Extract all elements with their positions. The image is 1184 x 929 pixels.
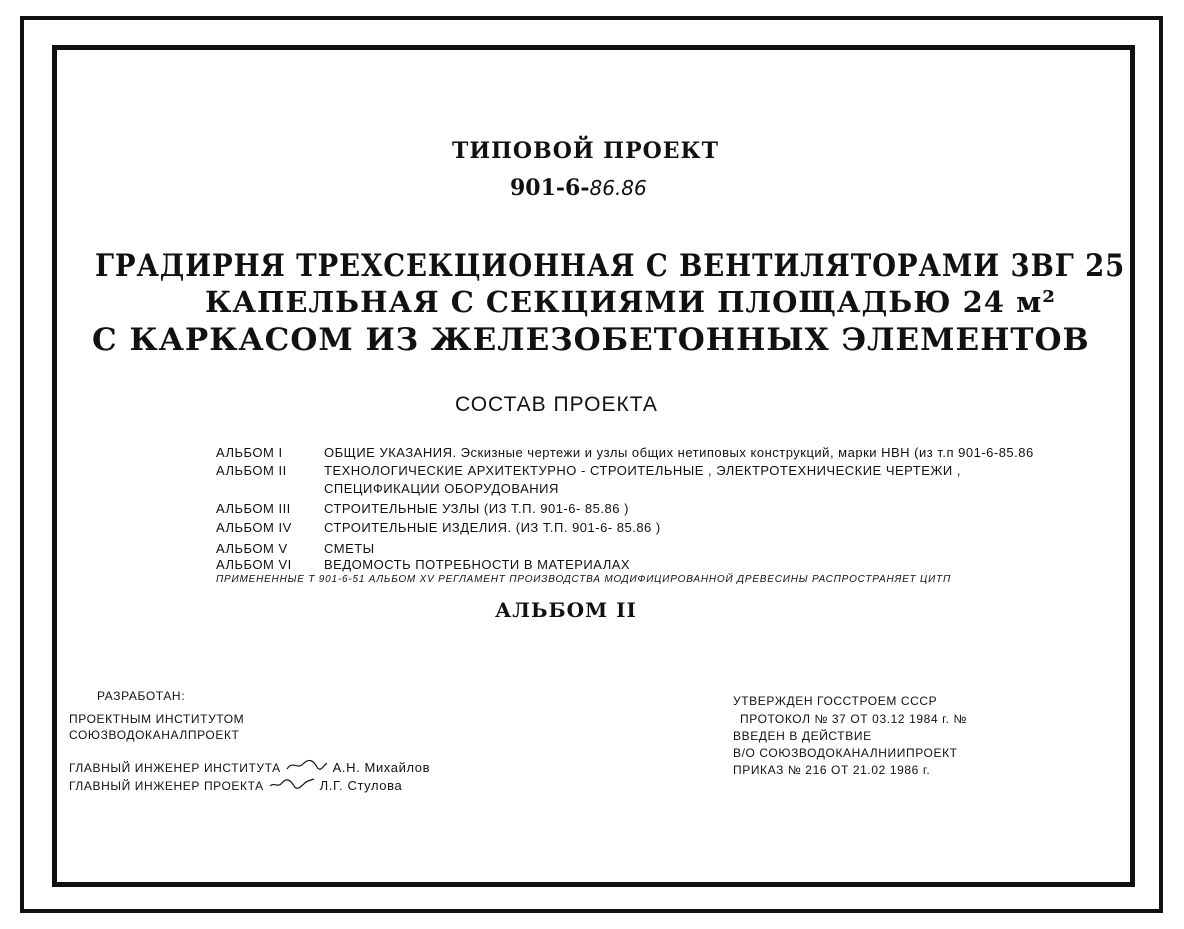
approved-line-3: ВВЕДЕН В ДЕЙСТВИЕ (733, 729, 872, 743)
chief-proj-name: Л.Г. Стулова (319, 778, 403, 793)
album-text: СМЕТЫ (324, 541, 375, 556)
album-label: АЛЬБОМ IV (216, 520, 292, 535)
developed-org-line-2: СОЮЗВОДОКАНАЛПРОЕКТ (69, 728, 240, 742)
chief-proj-role: ГЛАВНЫЙ ИНЖЕНЕР ПРОЕКТА (69, 779, 264, 793)
album-label: АЛЬБОМ VI (216, 557, 292, 572)
current-album: АЛЬБОМ II (495, 598, 637, 622)
album-text: СПЕЦИФИКАЦИИ ОБОРУДОВАНИЯ (324, 481, 559, 496)
approved-line-5: ПРИКАЗ № 216 ОТ 21.02 1986 г. (733, 763, 931, 777)
chief-engineer-institute (69, 758, 430, 775)
title-line-2: КАПЕЛЬНАЯ С СЕКЦИЯМИ ПЛОЩАДЬЮ 24 м² (205, 285, 1056, 319)
chief-inst-role: ГЛАВНЫЙ ИНЖЕНЕР ИНСТИТУТА (69, 761, 281, 775)
composition-heading: СОСТАВ ПРОЕКТА (455, 393, 658, 416)
signature-2 (268, 779, 316, 793)
album-label: АЛЬБОМ II (216, 463, 287, 478)
album-label: АЛЬБОМ I (216, 445, 283, 460)
album-text: СТРОИТЕЛЬНЫЕ УЗЛЫ (ИЗ Т.П. 901-6- 85.86 ) (324, 501, 629, 516)
title-line-1: ГРАДИРНЯ ТРЕХСЕКЦИОННАЯ С ВЕНТИЛЯТОРАМИ 3ВГ 25 (95, 248, 1126, 284)
album-text: СТРОИТЕЛЬНЫЕ ИЗДЕЛИЯ. (ИЗ Т.П. 901-6- 85.86 ) (324, 520, 661, 535)
chief-inst-name: А.Н. Михайлов (332, 760, 431, 775)
title-line-3: С КАРКАСОМ ИЗ ЖЕЛЕЗОБЕТОННЫХ ЭЛЕМЕНТОВ (92, 322, 1090, 358)
album-label: АЛЬБОМ III (216, 501, 291, 516)
approved-line-2: ПРОТОКОЛ № 37 ОТ 03.12 1984 г. № (740, 712, 968, 726)
album-text: ТЕХНОЛОГИЧЕСКИЕ АРХИТЕКТУРНО - СТРОИТЕЛЬНЫЕ , ЭЛЕКТРОТЕХНИЧЕСКИЕ ЧЕРТЕЖИ , (324, 463, 961, 478)
applied-note: ПРИМЕНЕННЫЕ Т 901-6-51 АЛЬБОМ XV РЕГЛАМЕНТ ПРОИЗВОДСТВА МОДИФИЦИРОВАННОЙ ДРЕВЕСИНЫ РАСПРОСТРАНЯЕТ ЦИТП (216, 574, 952, 585)
project-number (510, 175, 647, 201)
approved-line-4: В/О СОЮЗВОДОКАНАЛНИИПРОЕКТ (733, 746, 958, 760)
project-number-prefix: 901-6- (510, 175, 590, 201)
album-text: ОБЩИЕ УКАЗАНИЯ. Эскизные чертежи и узлы общих нетиповых конструкций, марки НВН (из т.п 901-6-85.86 (324, 445, 1034, 460)
developed-heading: РАЗРАБОТАН: (97, 689, 186, 703)
project-type: ТИПОВОЙ ПРОЕКТ (452, 138, 719, 164)
album-label: АЛЬБОМ V (216, 541, 288, 556)
developed-org-line-1: ПРОЕКТНЫМ ИНСТИТУТОМ (69, 712, 245, 726)
approved-line-1: УТВЕРЖДЕН ГОССТРОЕМ СССР (733, 694, 938, 708)
project-number-hand: 86.86 (589, 176, 647, 200)
chief-engineer-project (69, 776, 402, 793)
signature-1 (285, 761, 329, 775)
album-text: ВЕДОМОСТЬ ПОТРЕБНОСТИ В МАТЕРИАЛАХ (324, 557, 631, 572)
